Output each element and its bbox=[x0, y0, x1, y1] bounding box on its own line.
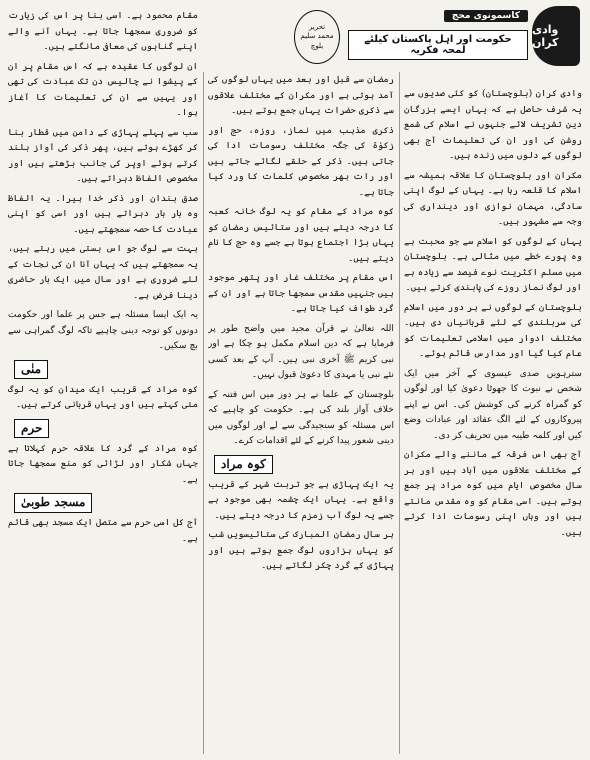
paragraph: آج بھی اس فرقہ کے ماننے والے مکران کے مختلف علاقوں میں آباد ہیں اور ہر سال مخصوص ایام میں کوہ مراد پر جمع ہوتے ہیں۔ اسی مقام کو وہ مقدس مانتے ہیں اور وہاں اپنی رسومات ادا کرتے ہیں۔ bbox=[404, 449, 582, 538]
column-right bbox=[404, 86, 582, 754]
paragraph: یہاں کے لوگوں کو اسلام سے جو محبت ہے وہ پورے خطے میں مثالی ہے۔ بلوچستان میں مسلم اکثریت نوے فیصد سے زیادہ ہے اور لوگ نماز روزے کی پابندی کرتے ہیں۔ bbox=[404, 235, 582, 293]
paragraph: یہ ایک پہاڑی ہے جو تربت شہر کے قریب واقع ہے۔ یہاں ایک چشمہ بھی موجود ہے جسے یہ لوگ آب زمزم کا درجہ دیتے ہیں۔ bbox=[208, 478, 394, 521]
paragraph: کوہ مراد کے قریب ایک میدان کو یہ لوگ منٰی کہتے ہیں اور یہاں قربانی کرتے ہیں۔ bbox=[8, 383, 198, 410]
kicker-label: کاسمونوی محج bbox=[444, 10, 528, 22]
paragraph: ہر سال رمضان المبارک کی ستائیسویں شب کو یہاں ہزاروں لوگ جمع ہوتے ہیں اور پہاڑی کے گرد چکر لگاتے ہیں۔ bbox=[208, 529, 394, 571]
paragraph: اللہ تعالیٰ نے قرآن مجید میں واضح طور پر فرمایا ہے کہ دین اسلام مکمل ہو چکا ہے اور نبی کریم ﷺ آخری نبی ہیں۔ آپ کے بعد کسی نئے نبی یا مہدی کا دعویٰ قبول نہیں۔ bbox=[208, 322, 394, 380]
column-divider bbox=[399, 72, 400, 754]
paragraph: ذکری مذہب میں نماز، روزہ، حج اور زکوٰۃ کی جگہ مختلف رسومات ادا کی جاتی ہیں۔ ذکر کے حلقے لگائے جاتے ہیں اور رات بھر مخصوص کلمات کا ورد کیا جاتا ہے۔ bbox=[208, 124, 394, 198]
column-middle bbox=[208, 72, 394, 754]
paragraph: کوہ مراد کے گرد کا علاقہ حرم کہلاتا ہے جہاں شکار اور لڑائی کو منع سمجھا جاتا ہے۔ bbox=[8, 442, 198, 485]
paragraph: رمضان سے قبل اور بعد میں یہاں لوگوں کی آمد ہوتی ہے اور مکران کے مختلف علاقوں سے ذکری حضرات یہاں جمع ہوتے ہیں۔ bbox=[208, 74, 394, 116]
column-left bbox=[8, 8, 198, 754]
paragraph: یہ ایک ایسا مسئلہ ہے جس پر علما اور حکومت دونوں کو توجہ دینی چاہیے تاکہ لوگ گمراہی سے بچ سکیں۔ bbox=[8, 309, 198, 351]
article-headline: حکومت اور اہل پاکستان کیلئے لمحہ فکریہ bbox=[348, 30, 528, 60]
paragraph: سب سے پہلے پہاڑی کے دامن میں قطار بنا کر کھڑے ہوتے ہیں، پھر ذکر کی آواز بلند کرتے ہوئے اوپر کی جانب بڑھتے ہیں اور مخصوص الفاظ دہراتے ہیں۔ bbox=[8, 126, 198, 184]
paragraph: آج کل اسی حرم سے متصل ایک مسجد بھی قائم ہے۔ bbox=[8, 517, 198, 544]
paragraph: وادی کران (بلوچستان) کو کئی صدیوں سے یہ شرف حاصل ہے کہ یہاں ایسے بزرگان دین تشریف لائے جنہوں نے اسلام کی شمع روشن کی اور ان کی تعلیمات آج بھی لوگوں کے دلوں میں زندہ ہیں۔ bbox=[404, 88, 582, 161]
paragraph: مقام محمود ہے۔ اسی بنا پر اس کی زیارت کو ضروری سمجھا جاتا ہے۔ یہاں آنے والے اپنے گناہوں کی معافی مانگتے ہیں۔ bbox=[8, 10, 198, 52]
paragraph: اس مقام پر مختلف غار اور پتھر موجود ہیں جنہیں مقدس سمجھا جاتا ہے اور ان کے گرد طواف کیا جاتا ہے۔ bbox=[208, 272, 394, 314]
article-banner bbox=[300, 6, 580, 68]
byline-label: تحریر bbox=[308, 23, 326, 32]
byline-badge bbox=[294, 10, 340, 64]
column-divider bbox=[203, 72, 204, 754]
subheading: حرم bbox=[14, 419, 49, 439]
paragraph: بہت سے لوگ جو اس بستی میں رہتے ہیں، یہ سمجھتے ہیں کہ یہاں آنا ان کی نجات کے لئے ضروری ہے اور سال میں ایک بار حاضری دینا فرض ہے۔ bbox=[8, 243, 198, 301]
subheading: کوہ مراد bbox=[214, 455, 273, 475]
subheading: منٰی bbox=[14, 360, 48, 380]
paragraph: کوہ مراد کے مقام کو یہ لوگ خانہ کعبہ کا درجہ دیتے ہیں اور ستائیس رمضان کو یہاں بڑا اجتماع ہوتا ہے جسے وہ حج کا نام دیتے ہیں۔ bbox=[208, 206, 394, 264]
paragraph: ان لوگوں کا عقیدہ ہے کہ اس مقام پر ان کے پیشوا نے چالیس دن تک عبادت کی تھی اور یہیں سے ان کی تعلیمات کا آغاز ہوا۔ bbox=[8, 60, 198, 118]
paragraph: سترہویں صدی عیسوی کے آخر میں ایک شخص نے نبوت کا جھوٹا دعویٰ کیا اور لوگوں کو گمراہ کرنے کی کوشش کی۔ اس نے اپنے پیروکاروں کے لئے الگ عقائد اور عبادات وضع کیں اور کلمہ طیبہ میں تحریف کر دی۔ bbox=[404, 367, 582, 441]
subheading: مسجد طوبیٰ bbox=[14, 493, 92, 513]
paragraph: بلوچستان کے علما نے ہر دور میں اس فتنہ کے خلاف آواز بلند کی ہے۔ حکومت کو چاہیے کہ اس مسئلہ کو سنجیدگی سے لے اور لوگوں میں دینی شعور پیدا کرنے کے لئے اقدامات کرے۔ bbox=[208, 388, 394, 446]
paragraph: بلوچستان کے لوگوں نے ہر دور میں اسلام کی سربلندی کے لئے قربانیاں دی ہیں۔ مختلف ادوار میں اسلامی تعلیمات کو عام کیا گیا اور مدارس قائم ہوئے۔ bbox=[404, 301, 582, 359]
paragraph: مکران اور بلوچستان کا علاقہ ہمیشہ سے اسلام کا قلعہ رہا ہے۔ یہاں کے لوگ اپنی سادگی، مہمان نوازی اور دینداری کی وجہ سے مشہور ہیں۔ bbox=[404, 169, 582, 227]
paragraph: صدق بندان اور ذکر خدا ہیرا۔ یہ الفاظ وہ بار بار دہراتے ہیں اور اسی کو اپنی عبادت کا حصہ سمجھتے ہیں۔ bbox=[8, 192, 198, 235]
section-tag: وادی کران bbox=[532, 6, 580, 66]
byline-name: محمد سلیم بلوچ bbox=[300, 32, 334, 50]
